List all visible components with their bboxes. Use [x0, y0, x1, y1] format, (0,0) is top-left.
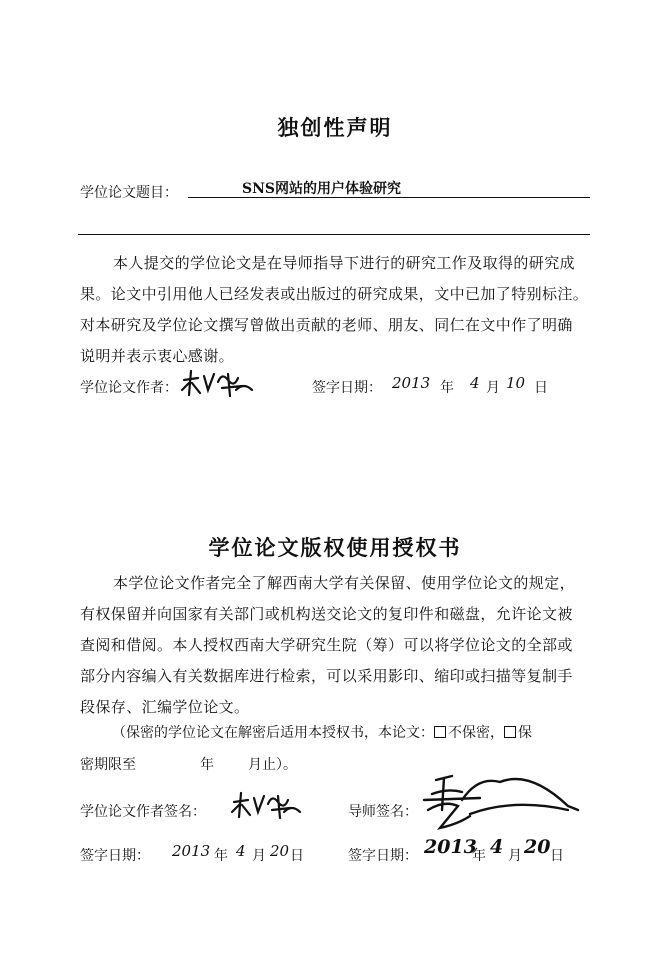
authorization-note-line-1: [112, 722, 532, 742]
originality-author-signature: [178, 368, 260, 398]
authorization-author-signature: [228, 790, 304, 820]
thesis-title-value: SNS网站的用户体验研究: [242, 181, 402, 197]
originality-author-label: 学位论文作者：: [80, 380, 178, 396]
originality-line-4: 说明并表示衷心感谢。: [80, 347, 235, 365]
thesis-title-label: 学位论文题目：: [80, 185, 178, 201]
checkbox-not-secret[interactable]: [434, 726, 446, 738]
authorization-line-1: 本学位论文作者完全了解西南大学有关保留、使用学位论文的规定，: [113, 574, 576, 592]
supervisor-label: 导师签名：: [348, 804, 418, 820]
supervisor-month-unit: 月: [508, 848, 522, 864]
option-not-secret: 不保密，: [448, 725, 504, 741]
originality-year-unit: 年: [440, 380, 454, 396]
supervisor-date-year: 2013: [424, 836, 477, 858]
author-date-year: 2013: [172, 842, 211, 860]
thesis-title-underline-2: [78, 234, 590, 235]
checkbox-secret[interactable]: [504, 726, 516, 738]
originality-title: 独创性声明: [277, 115, 393, 140]
authorization-line-2: 有权保留并向国家有关部门或机构送交论文的复印件和磁盘，允许论文被: [80, 605, 573, 623]
note-year-unit: 年: [200, 757, 214, 773]
originality-day-unit: 日: [534, 380, 548, 396]
note-text: （保密的学位论文在解密后适用本授权书，本论文：: [112, 725, 434, 741]
originality-month-unit: 月: [486, 380, 500, 396]
authorization-paragraph: [80, 568, 600, 723]
authorization-line-3: 查阅和借阅。本人授权西南大学研究生院（筹）可以将学位论文的全部或: [80, 636, 573, 654]
supervisor-day-unit: 日: [550, 848, 564, 864]
originality-date-month: 4: [470, 374, 480, 392]
originality-date-label: 签字日期：: [312, 380, 382, 396]
note-secret-period: 密期限至: [80, 757, 136, 773]
author-day-unit: 日: [290, 848, 304, 864]
authorization-line-4: 部分内容编入有关数据库进行检索，可以采用影印、缩印或扫描等复制手: [80, 667, 573, 685]
originality-date-day: 10: [506, 374, 526, 392]
author-year-unit: 年: [214, 848, 228, 864]
author-date-month: 4: [236, 842, 246, 860]
originality-line-1: 本人提交的学位论文是在导师指导下进行的研究工作及取得的研究成: [113, 254, 576, 272]
originality-line-3: 对本研究及学位论文撰写曾做出贡献的老师、朋友、同仁在文中作了明确: [80, 316, 573, 334]
thesis-title-underline: [188, 197, 590, 198]
author-date-day: 20: [270, 842, 290, 860]
authorization-author-label: 学位论文作者签名：: [80, 804, 206, 820]
authorization-date-label-author: 签字日期：: [80, 848, 150, 864]
originality-date-year: 2013: [392, 374, 431, 392]
authorization-title: 学位论文版权使用授权书: [208, 535, 462, 560]
supervisor-year-unit: 年: [472, 848, 486, 864]
option-secret: 保: [518, 725, 532, 741]
supervisor-date-day: 20: [524, 836, 551, 858]
authorization-line-5: 段保存、汇编学位论文。: [80, 698, 250, 716]
originality-line-2: 果。论文中引用他人已经发表或出版过的研究成果，文中已加了特别标注。: [80, 285, 589, 303]
supervisor-date-month: 4: [490, 836, 504, 858]
authorization-date-label-supervisor: 签字日期：: [348, 848, 418, 864]
author-month-unit: 月: [252, 848, 266, 864]
note-month-end: 月止）。: [248, 757, 297, 773]
originality-paragraph: [80, 248, 600, 372]
supervisor-signature: [418, 770, 590, 842]
